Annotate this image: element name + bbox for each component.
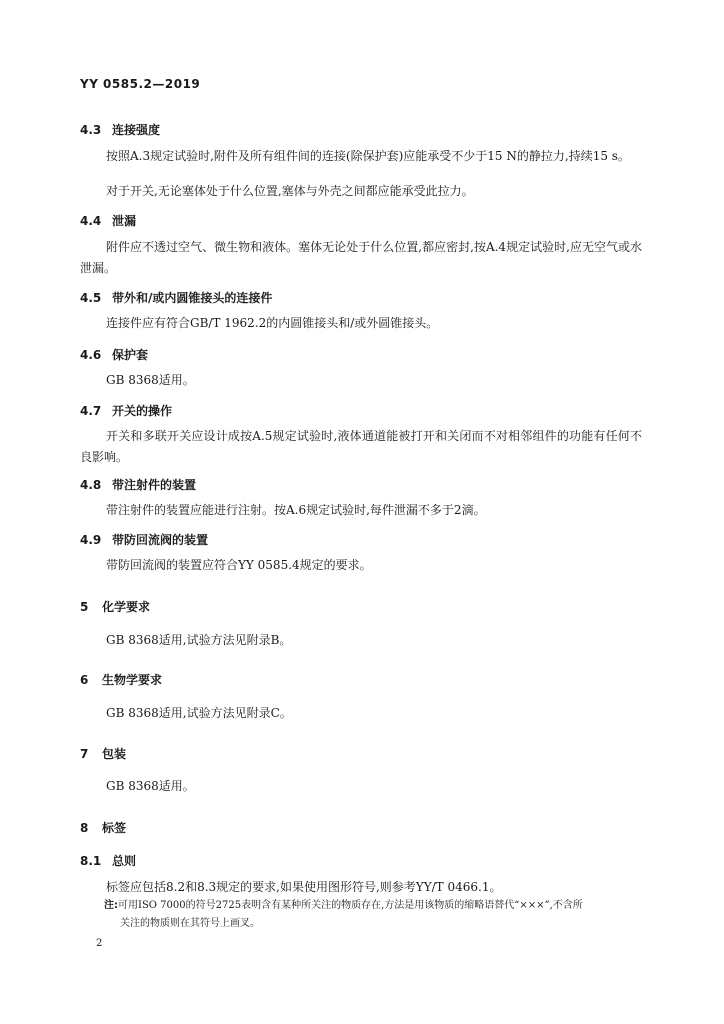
heading-6 (80, 671, 162, 688)
paragraph-leakage: 附件应不透过空气、微生物和液体。塞体无论处于什么位置,都应密封,按A.4规定试验时,应无空气或水泄漏。 (80, 240, 642, 275)
heading-4-4 (80, 212, 136, 229)
paragraph-conical-connectors: 连接件应有符合GB/T 1962.2的内圆锥接头和/或外圆锥接头。 (106, 316, 439, 330)
heading-title: 总则 (112, 854, 137, 868)
heading-title: 带防回流阀的装置 (112, 533, 209, 547)
standard-id-header: YY 0585.2—2019 (80, 77, 201, 91)
paragraph-biological-requirements: GB 8368适用,试验方法见附录C。 (106, 706, 292, 720)
heading-number: 4.8 (80, 478, 102, 492)
heading-8 (80, 819, 126, 836)
paragraph-anti-reflux-valve: 带防回流阀的装置应符合YY 0585.4规定的要求。 (106, 558, 372, 572)
note-text-line2: 关注的物质则在其符号上画叉。 (120, 918, 260, 929)
note-text-line1: 可用ISO 7000的符号2725表明含有某种所关注的物质存在,方法是用该物质的缩略语替代“×××”,不含所 (118, 900, 583, 911)
heading-number: 4.4 (80, 214, 102, 228)
heading-4-7 (80, 402, 172, 419)
heading-number: 8.1 (80, 854, 102, 868)
heading-title: 生物学要求 (102, 673, 163, 687)
paragraph-connection-strength: 按照A.3规定试验时,附件及所有组件间的连接(除保护套)应能承受不少于15 N的静拉力,持续15 s。 (106, 149, 630, 163)
paragraph-switch-operation: 开关和多联开关应设计成按A.5规定试验时,液体通道能被打开和关闭而不对相邻组件的功能有任何不良影响。 (80, 429, 642, 464)
heading-title: 泄漏 (112, 214, 137, 228)
heading-number: 4.5 (80, 291, 102, 305)
paragraph-injection-device: 带注射件的装置应能进行注射。按A.6规定试验时,每件泄漏不多于2滴。 (106, 503, 486, 517)
paragraph-labeling-general: 标签应包括8.2和8.3规定的要求,如果使用图形符号,则参考YY/T 0466.1。 (106, 880, 502, 894)
heading-7 (80, 745, 126, 762)
note (104, 897, 652, 915)
paragraph-chemical-requirements: GB 8368适用,试验方法见附录B。 (106, 633, 292, 647)
heading-4-9 (80, 531, 208, 548)
heading-5 (80, 598, 150, 615)
heading-8-1 (80, 852, 136, 869)
heading-number: 7 (80, 747, 89, 761)
paragraph-protective-cap: GB 8368适用。 (106, 373, 195, 387)
heading-4-3 (80, 121, 160, 138)
heading-number: 5 (80, 600, 89, 614)
heading-4-8 (80, 476, 196, 493)
paragraph-switch-strength: 对于开关,无论塞体处于什么位置,塞体与外壳之间都应能承受此拉力。 (106, 184, 474, 198)
heading-4-6 (80, 346, 148, 363)
heading-title: 保护套 (112, 348, 149, 362)
heading-number: 4.6 (80, 348, 102, 362)
heading-title: 化学要求 (102, 600, 151, 614)
heading-4-5 (80, 289, 272, 306)
heading-title: 带注射件的装置 (112, 478, 197, 492)
heading-title: 带外和/或内圆锥接头的连接件 (112, 291, 273, 305)
heading-number: 6 (80, 673, 89, 687)
heading-number: 4.9 (80, 533, 102, 547)
heading-title: 包装 (102, 747, 127, 761)
heading-title: 连接强度 (112, 123, 161, 137)
note-label: 注: (104, 900, 118, 911)
heading-number: 4.7 (80, 404, 102, 418)
heading-number: 8 (80, 821, 89, 835)
heading-title: 开关的操作 (112, 404, 173, 418)
page-number: 2 (96, 938, 103, 949)
heading-title: 标签 (102, 821, 127, 835)
paragraph-packaging: GB 8368适用。 (106, 779, 195, 793)
heading-number: 4.3 (80, 123, 102, 137)
